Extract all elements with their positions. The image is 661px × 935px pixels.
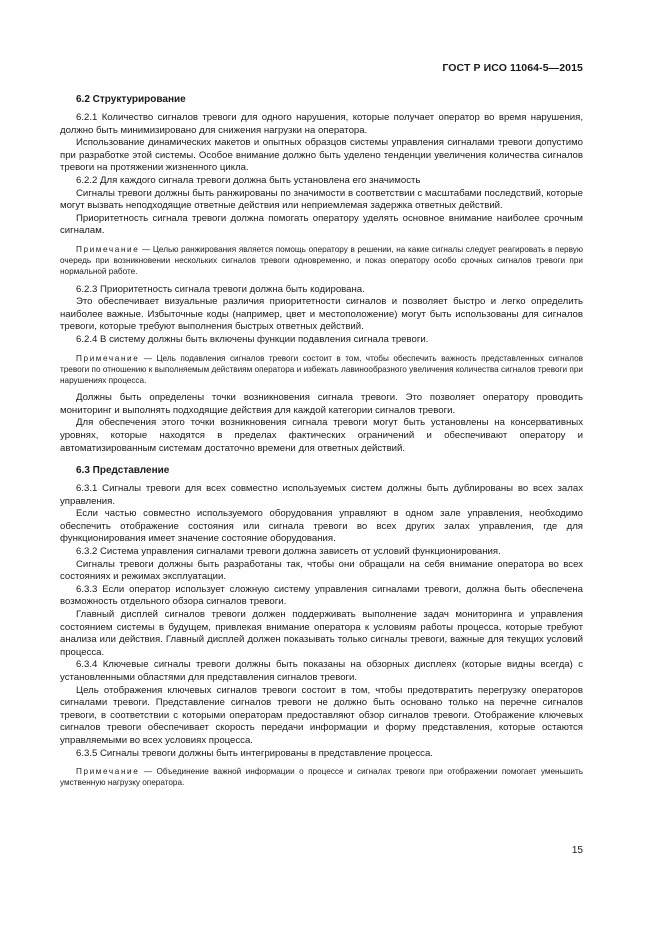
paragraph: Использование динамических макетов и опытных образцов системы управления сигналами тревоги допустимо при разработке этой системы. Особое внимание должно быть уделено тенденции увеличения количества сигналов тревоги на протяжении жизненного цикла. (60, 137, 583, 174)
paragraph: 6.3.3 Если оператор использует сложную систему управления сигналами тревоги, должна быть обеспечена возможность отдельного обзора сигналов тревоги. (60, 583, 583, 608)
page-number: 15 (571, 845, 583, 856)
paragraph: Если частью совместно используемого оборудования управляют в одном зале управления, необходимо обеспечить отображение состояния или сигнала тревоги во всех других залах управления, где для функционирования имеет значение состояние оборудования. (60, 508, 583, 545)
note (60, 766, 583, 788)
paragraph: 6.3.1 Сигналы тревоги для всех совместно используемых систем должны быть дублированы во всех залах управления. (60, 483, 583, 507)
paragraph: Сигналы тревоги должны быть ранжированы по значимости в соответствии с масштабами последствий, которые могут вызвать неподходящие ответные действия или неприемлемая задержка ответных действий. (60, 187, 583, 212)
note-label: Примечание (76, 244, 140, 254)
paragraph: Приоритетность сигнала тревоги должна помогать оператору уделять основное внимание наиболее срочным сигналам. (60, 212, 583, 237)
paragraph: Должны быть определены точки возникновения сигнала тревоги. Это позволяет оператору проводить мониторинг и выполнять подходящие действия для каждой категории сигналов тревоги. (60, 392, 583, 416)
paragraph: 6.3.5 Сигналы тревоги должны быть интегрированы в представление процесса. (76, 747, 433, 759)
note (60, 353, 583, 387)
paragraph: Сигналы тревоги должны быть разработаны так, чтобы они обращали на себя внимание оператора во всех состояниях и режимах эксплуатации. (60, 558, 583, 583)
note-text: — Целью ранжирования является помощь оператору в решении, на какие сигналы следует реагировать в первую очередь при возникновении нескольких сигналов тревоги одновременно, и показ оператору особо срочных сигналов тревоги при нормальной работе. (60, 244, 583, 277)
document-header: ГОСТ Р ИСО 11064-5—2015 (442, 62, 583, 74)
paragraph: 6.2.2 Для каждого сигнала тревоги должна быть установлена его значимость (76, 174, 421, 186)
paragraph: Главный дисплей сигналов тревоги должен поддерживать выполнение задач мониторинга и управления состоянием системы в будущем, привлекая внимание оператора к условиям работы процесса, которые требуют анализа или действия. Главный дисплей должен показывать только сигналы тревоги, важные для текущих условий процесса. (60, 609, 583, 658)
paragraph: 6.3.4 Ключевые сигналы тревоги должны быть показаны на обзорных дисплеях (которые видны всегда) с установленными областями для представления сигналов тревоги. (60, 659, 583, 683)
paragraph: 6.3.2 Система управления сигналами тревоги должна зависеть от условий функционирования. (76, 546, 501, 558)
paragraph: 6.2.3 Приоритетность сигнала тревоги должна быть кодирована. (76, 283, 365, 295)
note-text: — Объединение важной информации о процессе и сигналах тревоги при отображении помогает уменьшить умственную нагрузку оператора. (60, 767, 583, 788)
document-body (60, 93, 583, 795)
section-6-3-title: 6.3 Представление (76, 465, 170, 477)
paragraph: 6.2.4 В систему должны быть включены функции подавления сигнала тревоги. (76, 333, 429, 345)
paragraph: 6.2.1 Количество сигналов тревоги для одного нарушения, которые получает оператор во время нарушения, должно быть минимизировано для снижения нагрузки на оператора. (60, 112, 583, 136)
paragraph: Это обеспечивает визуальные различия приоритетности сигналов и позволяет быстро и легко определить наиболее важные. Избыточные коды (например, цвет и местоположение) могут быть использованы для сигналов тревоги, которые требуют выполнения быстрых ответных действий. (60, 296, 583, 333)
note-label: Примечание (76, 353, 140, 363)
paragraph: Для обеспечения этого точки возникновения сигнала тревоги могут быть установлены на консервативных уровнях, которые находятся в пределах фактических ограничений и обеспечивают оператору и автоматизированным системам достаточно времени для ответных действий. (60, 417, 583, 454)
note (60, 244, 583, 278)
section-6-2-title: 6.2 Структурирование (76, 94, 186, 105)
note-text: — Цель подавления сигналов тревоги состоит в том, чтобы обеспечить важность представленных сигналов тревоги по отношению к выполняемым действиям оператора и избежать лавинообразного увеличения количества сигналов тревоги при нарушениях процесса. (60, 353, 583, 385)
note-label: Примечание (76, 767, 140, 777)
paragraph: Цель отображения ключевых сигналов тревоги состоит в том, чтобы предотвратить перегрузку операторов сигналами тревоги. Представление сигналов тревоги не должно быть основано только на перечне сигналов тревоги, в соответствии с которыми операторам предоставляют обзор сигналов тревоги. Отображение ключевых сигналов тревоги обеспечивает скорость передачи информации и форму представления, которые остаются управляемыми во всех условиях процесса. (60, 684, 583, 746)
